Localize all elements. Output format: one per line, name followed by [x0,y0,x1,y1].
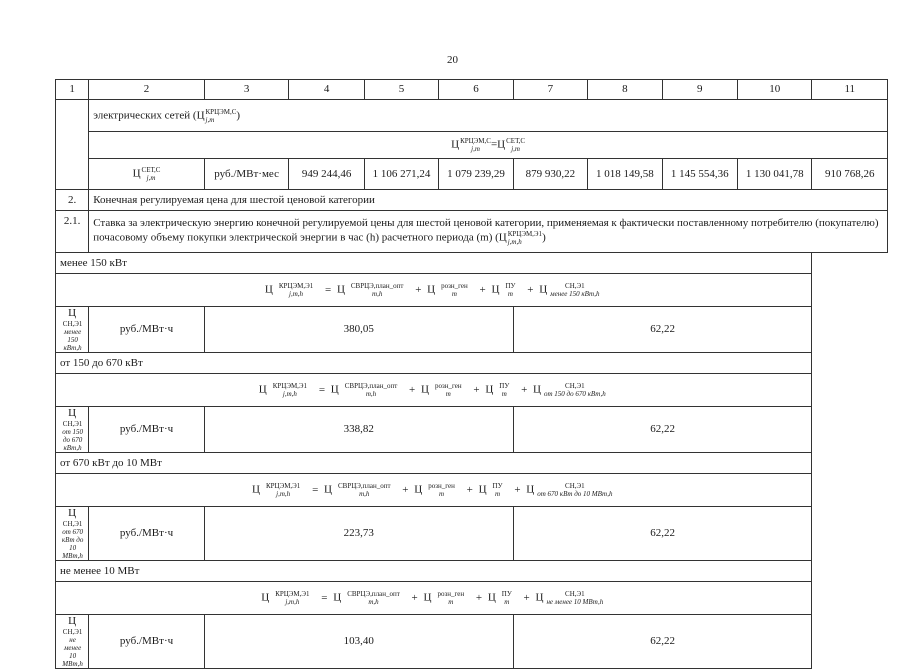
sec21-num: 2.1. [56,211,89,253]
page-number: 20 [447,54,458,66]
cont-value-6: 1 145 554,36 [662,159,737,190]
cont-unit: руб./МВт·мес [204,159,289,190]
group-symbol: Ц СН,Э1 не менее 10 МВт,h [56,615,89,669]
header-col-4: 4 [289,80,364,100]
group-label: от 670 кВт до 10 МВт [56,453,812,474]
group-formula: Ц КРЦЭМ,Э1 j,m,h = Ц СВРЦЭ,план_опт m,h + Ц розн_ген m + Ц ПУ m + Ц СН,Э1 от 670 кВт до 10 МВт,h [56,474,812,507]
group-value-1: 103,40 [204,615,513,669]
group-symbol: Ц СН,Э1 от 150 до 670 кВт,h [56,407,89,453]
group-value-2: 62,22 [513,507,812,561]
cont-value-7: 1 130 041,78 [738,159,812,190]
sec2-num: 2. [56,190,89,211]
header-col-3: 3 [204,80,289,100]
header-row [56,80,888,100]
sec21-text: Ставка за электрическую энергию конечной регулируемой цены для шестой ценовой категории, применяемая к фактически поставленному потребителю (покупателю) почасовому объему покупки электрической энергии в час (h) расчетного периода (m) (Ц КРЦЭМ,Э1 j,m,h ) [89,211,888,253]
cont-formula: Ц КРЦЭМ,С j,m =Ц СЕТ,С j,m [89,132,888,159]
cont-num-cell [56,100,89,190]
cont-title: электрических сетей (Ц КРЦЭМ,С j,m ) [89,100,888,132]
cont-value-4: 879 930,22 [513,159,587,190]
group-value-1: 223,73 [204,507,513,561]
group-label: не менее 10 МВт [56,561,812,582]
cont-value-5: 1 018 149,58 [588,159,662,190]
group-unit: руб./МВт·ч [89,507,205,561]
group-formula: Ц КРЦЭМ,Э1 j,m,h = Ц СВРЦЭ,план_опт m,h + Ц розн_ген m + Ц ПУ m + Ц СН,Э1 не менее 10 МВт,h [56,582,812,615]
group-value-2: 62,22 [513,307,812,353]
group-label: от 150 до 670 кВт [56,353,812,374]
cont-values-row [56,159,888,190]
header-col-10: 10 [738,80,812,100]
header-col-5: 5 [364,80,438,100]
header-col-8: 8 [588,80,662,100]
cont-value-2: 1 106 271,24 [364,159,438,190]
header-col-1: 1 [56,80,89,100]
group-unit: руб./МВт·ч [89,615,205,669]
cont-value-3: 1 079 239,29 [439,159,513,190]
group-label: менее 150 кВт [56,253,812,274]
header-col-11: 11 [812,80,888,100]
group-unit: руб./МВт·ч [89,307,205,353]
group-symbol: Ц СН,Э1 менее 150 кВт,h [56,307,89,353]
cont-row-symbol: Ц СЕТ,С j,m [89,159,205,190]
tariff-table [55,79,888,669]
header-col-9: 9 [662,80,737,100]
sec2-title: Конечная регулируемая цена для шестой ценовой категории [89,190,888,211]
header-col-2: 2 [89,80,205,100]
group-value-1: 380,05 [204,307,513,353]
group-formula: Ц КРЦЭМ,Э1 j,m,h = Ц СВРЦЭ,план_опт m,h + Ц розн_ген m + Ц ПУ m + Ц СН,Э1 менее 150 кВт,h [56,274,812,307]
group-symbol: Ц СН,Э1 от 670 кВт до 10 МВт,h [56,507,89,561]
cont-value-1: 949 244,46 [289,159,364,190]
group-value-1: 338,82 [204,407,513,453]
group-value-2: 62,22 [513,407,812,453]
group-value-2: 62,22 [513,615,812,669]
header-col-7: 7 [513,80,587,100]
group-formula: Ц КРЦЭМ,Э1 j,m,h = Ц СВРЦЭ,план_опт m,h + Ц розн_ген m + Ц ПУ m + Ц СН,Э1 от 150 до 670 кВт,h [56,374,812,407]
cont-value-8: 910 768,26 [812,159,888,190]
header-col-6: 6 [439,80,513,100]
group-unit: руб./МВт·ч [89,407,205,453]
